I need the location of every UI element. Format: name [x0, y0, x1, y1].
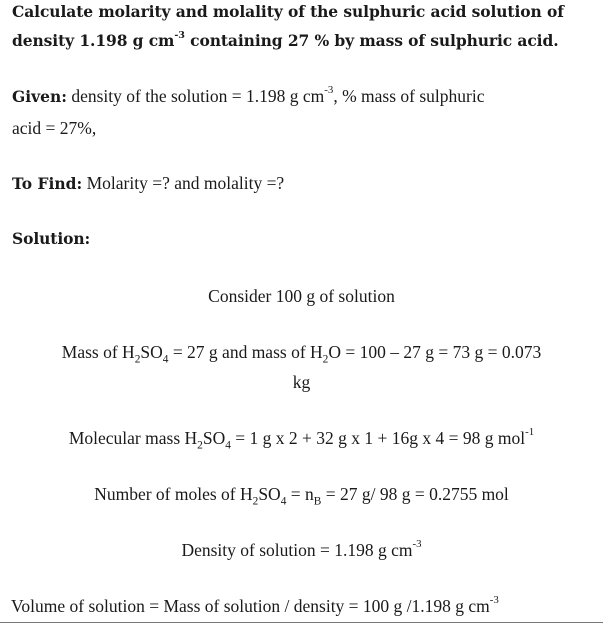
solution-label — [12, 229, 90, 249]
molecular-sub-1: 2 — [197, 439, 203, 452]
mass-sub-3: 2 — [322, 353, 329, 366]
mass-sub-1: 2 — [134, 353, 141, 366]
density-exponent: -3 — [412, 538, 422, 551]
mass-sub-2: 4 — [162, 353, 169, 366]
consider-line — [0, 286, 603, 306]
given-text: density of the solution = 1.198 g cm — [66, 86, 325, 106]
volume-text: Volume of solution = Mass of solution / density = 100 g /1.198 g cm — [11, 596, 490, 616]
solution-label-text: Solution: — [12, 229, 91, 248]
mass-text-4: O = 100 – 27 g = 73 g = 0.073 — [328, 342, 542, 362]
moles-sub-1: 2 — [252, 495, 259, 508]
to-find-label: To Find: — [12, 174, 83, 193]
to-find-line — [12, 173, 284, 194]
question-density-text: density 1.198 g cm — [12, 31, 175, 50]
bottom-divider — [0, 622, 603, 623]
moles-text-3: = n — [286, 484, 314, 504]
moles-line — [0, 484, 603, 508]
consider-text: Consider 100 g of solution — [208, 286, 395, 306]
question-text-1: Calculate molarity and molality of the sulphuric acid solution of — [12, 2, 564, 21]
molecular-exponent: -1 — [525, 426, 535, 439]
mass-text-1: Mass of H — [61, 342, 135, 362]
question-line-2 — [12, 31, 559, 51]
volume-line — [11, 596, 499, 616]
question-line-1 — [12, 2, 564, 22]
moles-text-1: Number of moles of H — [94, 484, 253, 504]
question-density-exponent: -3 — [174, 29, 185, 41]
given-text-2: acid = 27%, — [12, 118, 97, 138]
mass-line-2 — [0, 372, 603, 392]
mass-text-5: kg — [292, 372, 311, 392]
given-density-exponent: -3 — [324, 84, 334, 97]
molecular-sub-2: 4 — [225, 439, 231, 452]
moles-sub-2: 4 — [280, 495, 287, 508]
given-line-2 — [12, 118, 96, 138]
given-label: Given: — [12, 87, 67, 106]
mass-line-1 — [0, 342, 603, 366]
moles-text-2: SO — [258, 484, 281, 504]
density-text: Density of solution = 1.198 g cm — [181, 540, 413, 560]
mass-text-2: SO — [140, 342, 163, 362]
question-text-2: containing 27 % by mass of sulphuric acid. — [184, 31, 559, 50]
molecular-text-1: Molecular mass H — [68, 428, 198, 448]
density-line — [0, 540, 603, 560]
molecular-text-2: SO — [202, 428, 226, 448]
moles-sub-3: B — [313, 495, 322, 508]
given-text-suffix: , % mass of sulphuric — [333, 86, 485, 106]
given-line-1 — [12, 86, 484, 107]
to-find-text: Molarity =? and molality =? — [82, 173, 285, 193]
molecular-text-3: = 1 g x 2 + 32 g x 1 + 16g x 4 = 98 g mol — [230, 428, 526, 448]
molecular-mass-line — [0, 426, 603, 452]
moles-text-4: = 27 g/ 98 g = 0.2755 mol — [321, 484, 509, 504]
volume-exponent: -3 — [489, 594, 499, 607]
mass-text-3: = 27 g and mass of H — [168, 342, 323, 362]
